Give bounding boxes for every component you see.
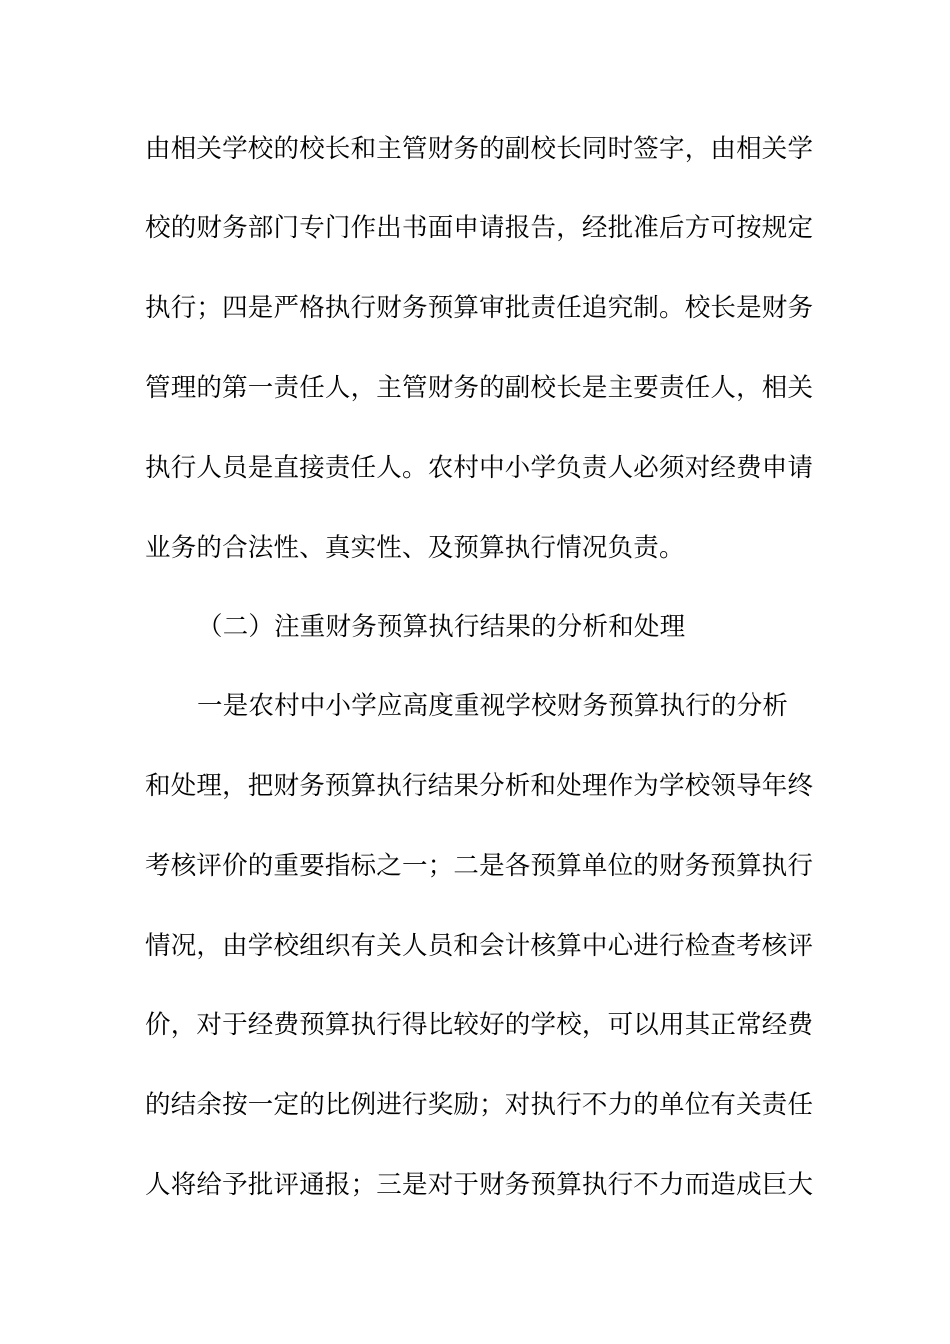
text-line: 执行人员是直接责任人。农村中小学负责人必须对经费申请 [145, 453, 814, 483]
text-line: 校的财务部门专门作出书面申请报告，经批准后方可按规定 [145, 213, 814, 243]
section-heading: （二）注重财务预算执行结果的分析和处理 [197, 612, 686, 642]
text-line: 价，对于经费预算执行得比较好的学校，可以用其正常经费 [145, 1010, 814, 1040]
text-line: 考核评价的重要指标之一；二是各预算单位的财务预算执行 [145, 851, 814, 881]
text-line: 的结余按一定的比例进行奖励；对执行不力的单位有关责任 [145, 1090, 814, 1120]
text-line: 由相关学校的校长和主管财务的副校长同时签字，由相关学 [145, 134, 814, 164]
text-line: 人将给予批评通报；三是对于财务预算执行不力而造成巨大 [145, 1170, 814, 1200]
text-line: 业务的合法性、真实性、及预算执行情况负责。 [145, 533, 685, 563]
paragraph-first-line: 一是农村中小学应高度重视学校财务预算执行的分析 [197, 691, 789, 721]
text-line: 管理的第一责任人，主管财务的副校长是主要责任人，相关 [145, 373, 814, 403]
text-line: 执行；四是严格执行财务预算审批责任追究制。校长是财务 [145, 293, 814, 323]
text-line: 和处理，把财务预算执行结果分析和处理作为学校领导年终 [145, 771, 814, 801]
text-line: 情况，由学校组织有关人员和会计核算中心进行检查考核评 [145, 931, 814, 961]
